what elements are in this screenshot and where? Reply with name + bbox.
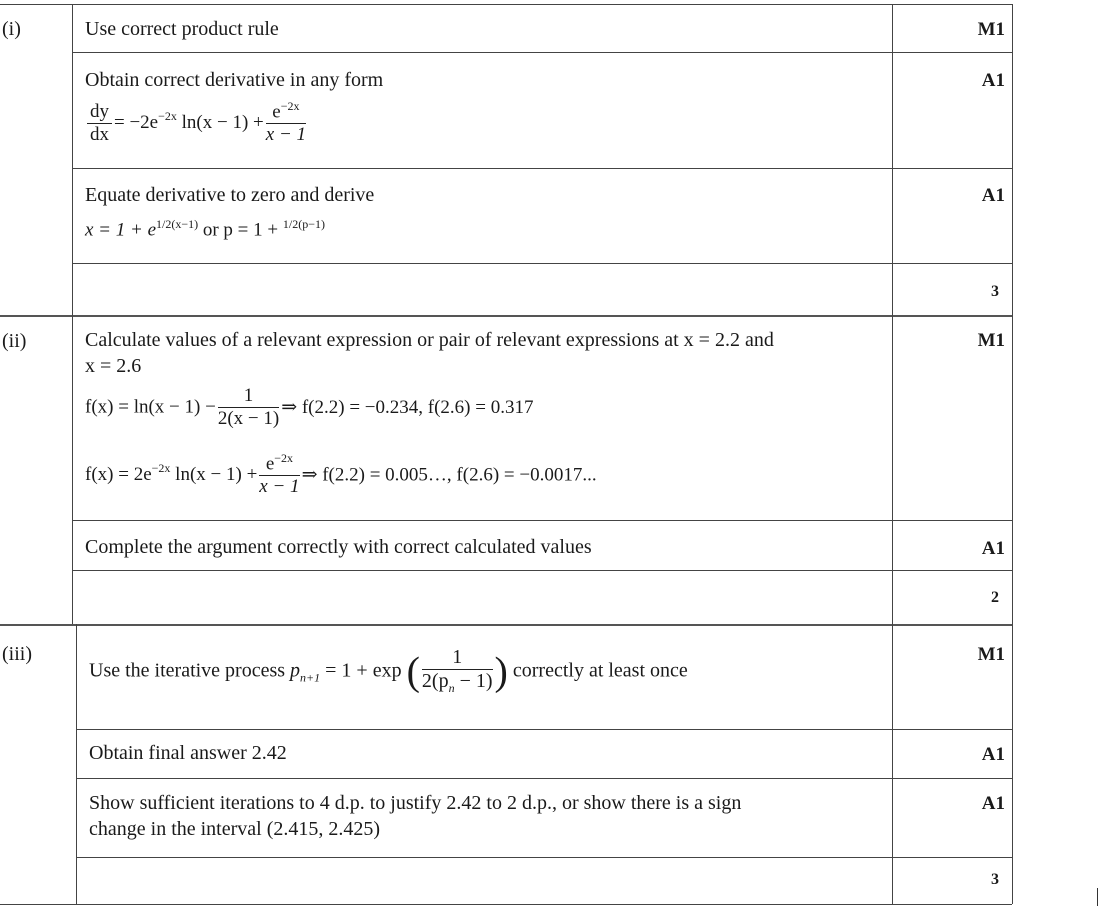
table-divider <box>76 778 1012 779</box>
table-divider <box>72 263 1012 264</box>
mark: M1 <box>977 644 1005 665</box>
step-text: Calculate values of a relevant expression or pair of relevant expressions at x = 2.2 and <box>85 329 774 351</box>
table-border <box>1012 4 1013 904</box>
part-total: 3 <box>991 871 999 888</box>
column-divider <box>76 624 77 904</box>
step-text: x = 2.6 <box>85 355 142 377</box>
mark: A1 <box>981 538 1005 559</box>
text-cursor <box>1097 888 1098 906</box>
function-f2: $f(x) = 2e^{-2x}$ ln(x − 1) + $\frac{e^{-2x}}{x - 1}$ ⇒ f(2.2) = 0.005…, f(2.6) = −0.0017... <box>85 451 597 498</box>
mark: M1 <box>977 19 1005 40</box>
f2-fraction: $\frac{e^{-2x}}{x - 1}$ <box>259 451 300 498</box>
step-text: Equate derivative to zero and derive <box>85 184 375 206</box>
table-divider <box>76 729 1012 730</box>
part-divider <box>0 315 1012 317</box>
step-text: Obtain final answer 2.42 <box>89 742 287 764</box>
table-divider <box>72 520 1012 521</box>
mark: A1 <box>981 70 1005 91</box>
part-divider <box>0 624 1012 626</box>
column-divider <box>72 4 73 624</box>
step-text: change in the interval (2.415, 2.425) <box>89 818 381 840</box>
mark: A1 <box>981 793 1005 814</box>
f1-fraction: $\frac{1}{2(x - 1)}$ <box>217 385 280 429</box>
column-divider <box>892 4 893 904</box>
mark: A1 <box>981 185 1005 206</box>
table-border <box>0 4 1012 5</box>
part-total: 2 <box>991 589 999 606</box>
step-text: Obtain correct derivative in any form <box>85 69 384 91</box>
part-total: 3 <box>991 283 999 300</box>
step-text: Show sufficient iterations to 4 d.p. to justify 2.42 to 2 d.p., or show there is a sign <box>89 792 742 814</box>
dy-dx-fraction: $\frac{dy}{dx}$ <box>87 101 112 146</box>
derivative-equation: $\frac{dy}{dx}$ = $-2e^{-2x}$ ln(x − 1) + $\frac{e^{-2x}}{x - 1}$ <box>85 100 308 146</box>
derivative-fraction: $\frac{e^{-2x}}{x - 1}$ <box>265 99 307 146</box>
table-divider <box>72 168 1012 169</box>
table-divider <box>76 857 1012 858</box>
part-label: (i) <box>2 18 21 40</box>
iteration-fraction: $\frac{1}{2(p_n - 1)}$ <box>421 646 493 695</box>
function-f1: f(x) = ln(x − 1) − $\frac{1}{2(x - 1)}$ ⇒ f(2.2) = −0.234, f(2.6) = 0.317 <box>85 385 534 429</box>
table-divider <box>72 52 1012 53</box>
table-divider <box>72 570 1012 571</box>
iterative-process-step: Use the iterative process $p_{n+1} = 1 + \exp$ ( $\frac{1}{2(p_n - 1)}$ ) correctly at least once <box>89 646 688 695</box>
mark: M1 <box>977 330 1005 351</box>
part-label: (iii) <box>2 643 32 665</box>
step-text: Use correct product rule <box>85 18 279 40</box>
part-label: (ii) <box>2 330 27 352</box>
mark: A1 <box>981 744 1005 765</box>
solution-equation: $x = 1 + e^{1/2(x-1)}$ or p = 1 + $^{1/2(p-1)}$ <box>85 217 325 241</box>
step-text: Complete the argument correctly with correct calculated values <box>85 536 592 558</box>
table-border <box>0 904 1012 905</box>
